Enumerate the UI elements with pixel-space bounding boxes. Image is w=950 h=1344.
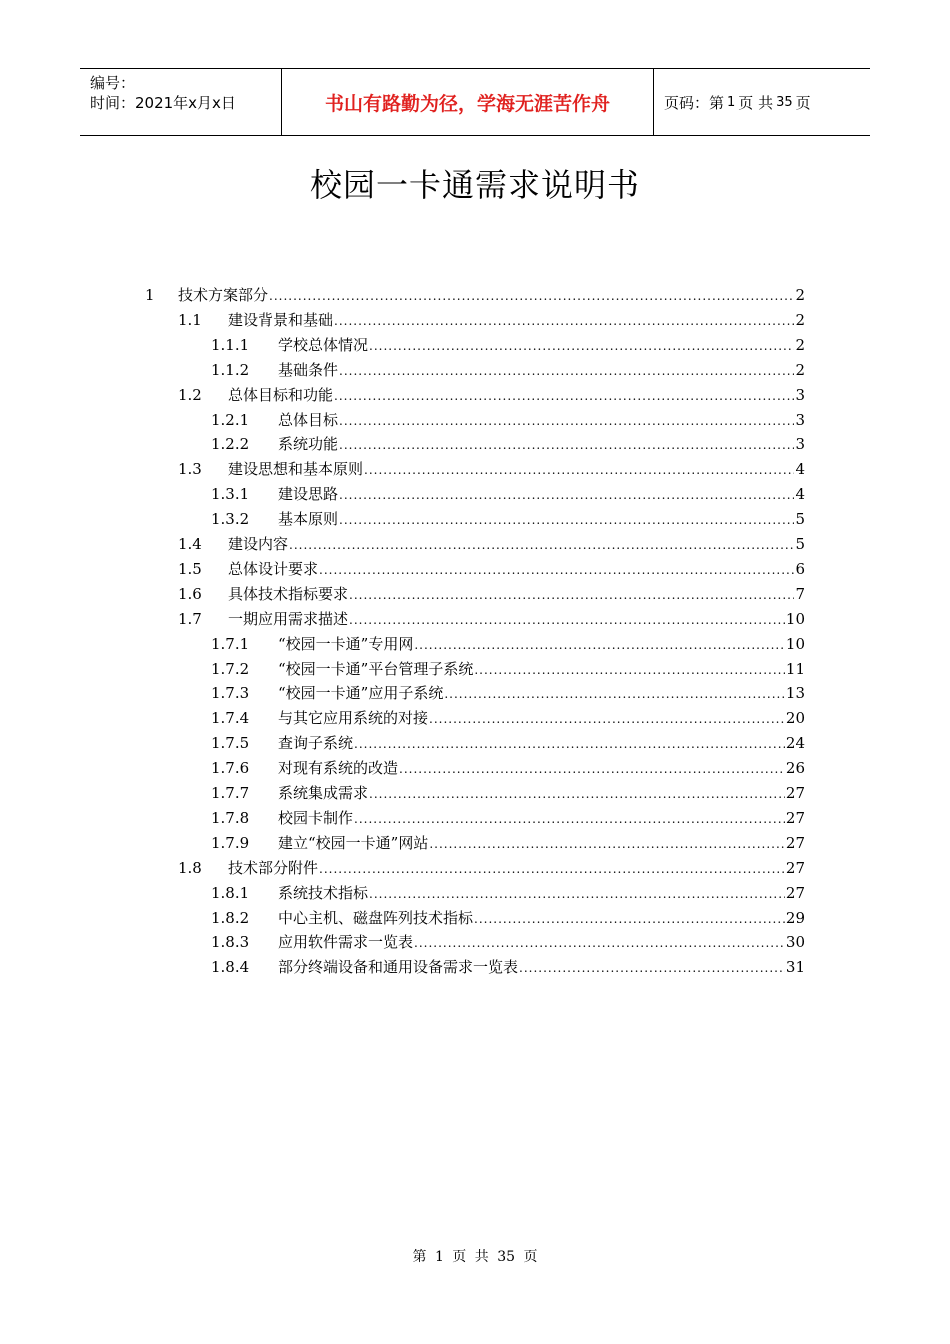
toc-leader-dots: [369, 782, 785, 806]
toc-entry[interactable]: [178, 383, 805, 407]
toc-entry[interactable]: [211, 706, 805, 730]
toc-entry-title: “校园一卡通”应用子系统: [278, 684, 444, 703]
toc-entry-page: 13: [785, 684, 805, 703]
toc-entry[interactable]: [211, 507, 805, 531]
toc-entry-number: 1.5: [178, 559, 202, 578]
toc-entry-number: 1.2: [178, 385, 202, 404]
toc-entry-title: 与其它应用系统的对接: [278, 709, 429, 728]
toc-entry-number: 1.3.2: [211, 510, 250, 529]
page-total: 35: [776, 94, 793, 110]
toc-entry-title: 建设思想和基本原则: [228, 460, 364, 479]
toc-entry[interactable]: [211, 806, 805, 830]
toc-entry[interactable]: [211, 432, 805, 456]
toc-leader-dots: [269, 284, 794, 308]
page-footer: 第 1 页 共 35 页: [412, 1249, 538, 1265]
toc-entry[interactable]: [211, 482, 805, 506]
toc-leader-dots: [339, 508, 794, 532]
toc-leader-dots: [349, 583, 794, 607]
toc-entry-title: 具体技术指标要求: [228, 584, 349, 603]
toc-entry-title: 总体目标和功能: [228, 385, 334, 404]
toc-entry-number: 1: [145, 286, 155, 304]
toc-entry[interactable]: [211, 731, 805, 755]
toc-entry-title: 建设背景和基础: [228, 310, 334, 329]
toc-entry-title: 中心主机、磁盘阵列技术指标: [278, 908, 474, 927]
toc-entry-title: 基础条件: [278, 360, 339, 379]
toc-leader-dots: [519, 956, 785, 980]
toc-entry-title: 一期应用需求描述: [228, 609, 349, 628]
toc-entry[interactable]: [211, 333, 805, 357]
toc-entry-title: 建设内容: [228, 535, 289, 553]
toc-entry-page: 2: [795, 310, 805, 329]
toc-entry-title: 建立“校园一卡通”网站: [278, 833, 429, 852]
toc-entry-number: 1.7: [178, 609, 202, 628]
toc-leader-dots: [444, 682, 785, 706]
toc-entry-title: 总体目标: [278, 410, 339, 429]
toc-entry[interactable]: [178, 856, 805, 880]
toc-entry-number: 1.1: [178, 310, 202, 329]
toc-entry-page: 3: [795, 385, 805, 404]
toc-entry-page: 27: [785, 883, 805, 902]
time-label: 时间：2021年x月x日: [90, 94, 236, 112]
toc-entry-title: 部分终端设备和通用设备需求一览表: [278, 958, 519, 977]
document-title: 校园一卡通需求说明书: [309, 166, 640, 204]
toc-entry-title: 系统技术指标: [278, 883, 369, 902]
toc-entry-page: 30: [785, 933, 805, 952]
toc-entry-title: 总体设计要求: [228, 559, 319, 578]
toc-entry-title: 学校总体情况: [278, 335, 369, 354]
toc-entry-page: 4: [795, 460, 805, 479]
toc-entry-title: 技术方案部分: [178, 286, 269, 304]
toc-entry-number: 1.7.2: [211, 659, 250, 678]
toc-leader-dots: [339, 359, 794, 383]
toc-entry-number: 1.8.4: [211, 958, 250, 977]
number-label: 编号：: [90, 74, 136, 92]
toc-entry-title: 对现有系统的改造: [278, 759, 399, 778]
toc-entry[interactable]: [211, 358, 805, 382]
toc-entry-number: 1.8: [178, 858, 202, 877]
toc-entry-number: 1.8.1: [211, 883, 250, 902]
toc-entry-page: 5: [795, 510, 805, 529]
toc-entry[interactable]: [211, 881, 805, 905]
motto-text: 书山有路勤为径，学海无涯苦作舟: [324, 92, 610, 115]
toc-entry[interactable]: [178, 457, 805, 481]
toc-leader-dots: [414, 633, 785, 657]
toc-entry[interactable]: [178, 308, 805, 332]
toc-entry-number: 1.8.2: [211, 908, 250, 927]
toc-entry-title: “校园一卡通”平台管理子系统: [278, 659, 474, 678]
toc-leader-dots: [414, 931, 785, 955]
toc-entry[interactable]: [211, 681, 805, 705]
toc-entry-number: 1.4: [178, 535, 202, 553]
toc-entry-title: 系统功能: [278, 435, 339, 454]
toc-leader-dots: [399, 757, 785, 781]
toc-leader-dots: [364, 458, 794, 482]
toc-entry[interactable]: [211, 831, 805, 855]
page-header: [80, 68, 870, 136]
toc-leader-dots: [354, 732, 785, 756]
toc-entry-number: 1.7.6: [211, 759, 250, 778]
toc-entry-page: 5: [795, 535, 805, 553]
toc-entry[interactable]: [211, 632, 805, 656]
toc-entry[interactable]: [178, 532, 805, 556]
toc-entry-page: 7: [795, 584, 805, 603]
toc-entry-number: 1.6: [178, 584, 202, 603]
toc-entry-number: 1.3.1: [211, 485, 250, 504]
toc-entry-page: 27: [785, 833, 805, 852]
toc-entry-page: 2: [795, 335, 805, 354]
toc-entry[interactable]: [211, 906, 805, 930]
toc-entry-title: 基本原则: [278, 510, 339, 529]
toc-entry-title: “校园一卡通”专用网: [278, 634, 414, 653]
toc-leader-dots: [339, 409, 794, 433]
toc-entry[interactable]: [178, 607, 805, 631]
toc-leader-dots: [319, 558, 794, 582]
toc-leader-dots: [474, 658, 785, 682]
toc-entry-page: 26: [785, 759, 805, 778]
toc-entry-page: 2: [795, 360, 805, 379]
toc-leader-dots: [369, 334, 794, 358]
toc-entry[interactable]: [178, 557, 805, 581]
toc-entry[interactable]: [211, 408, 805, 432]
toc-entry[interactable]: [211, 781, 805, 805]
toc-entry-number: 1.7.5: [211, 734, 250, 753]
toc-entry-number: 1.7.8: [211, 808, 250, 827]
toc-entry-number: 1.7.9: [211, 833, 250, 852]
toc-entry[interactable]: [178, 582, 805, 606]
toc-leader-dots: [429, 832, 785, 856]
toc-entry[interactable]: [211, 955, 805, 979]
toc-entry-page: 4: [795, 485, 805, 504]
toc-leader-dots: [319, 857, 785, 881]
toc-entry-title: 应用软件需求一览表: [278, 933, 414, 952]
toc-leader-dots: [334, 384, 794, 408]
toc-entry-number: 1.2.1: [211, 410, 250, 429]
toc-entry-title: 查询子系统: [278, 734, 354, 753]
toc-entry-title: 系统集成需求: [278, 784, 369, 802]
toc-entry-number: 1.7.7: [211, 784, 250, 802]
toc-entry-title: 技术部分附件: [228, 858, 319, 877]
toc-entry-page: 6: [795, 559, 805, 578]
toc-entry-page: 2: [795, 286, 805, 304]
toc-entry-page: 10: [785, 609, 805, 628]
toc-entry-number: 1.2.2: [211, 435, 250, 454]
toc-entry-page: 3: [795, 410, 805, 429]
page-mid: 页 共: [738, 93, 774, 112]
toc-entry-page: 27: [785, 808, 805, 827]
header-page-cell: [654, 69, 870, 135]
toc-entry-number: 1.7.3: [211, 684, 250, 703]
toc-entry[interactable]: [145, 283, 805, 307]
toc-entry-number: 1.1.1: [211, 335, 250, 354]
page-suffix: 页: [795, 93, 811, 112]
toc-entry-number: 1.7.4: [211, 709, 250, 728]
toc-entry-page: 3: [795, 435, 805, 454]
toc-entry-page: 27: [785, 858, 805, 877]
toc-leader-dots: [289, 533, 794, 557]
toc-entry-page: 11: [785, 659, 805, 678]
toc-entry-number: 1.3: [178, 460, 202, 479]
toc-entry-page: 24: [785, 734, 805, 753]
toc-leader-dots: [429, 707, 785, 731]
toc-entry-page: 29: [785, 908, 805, 927]
toc-leader-dots: [349, 608, 785, 632]
header-meta-cell: [80, 69, 282, 135]
toc-entry-page: 10: [785, 634, 805, 653]
header-motto-cell: [282, 69, 654, 135]
toc-leader-dots: [354, 807, 785, 831]
toc-leader-dots: [474, 907, 785, 931]
toc-entry[interactable]: [211, 657, 805, 681]
toc-entry[interactable]: [211, 756, 805, 780]
toc-entry-number: 1.1.2: [211, 360, 250, 379]
toc-entry-page: 20: [785, 709, 805, 728]
toc-entry-title: 建设思路: [278, 485, 339, 504]
toc-leader-dots: [369, 882, 785, 906]
toc-entry-page: 27: [785, 784, 805, 802]
toc-leader-dots: [339, 433, 794, 457]
toc-entry-number: 1.7.1: [211, 634, 250, 653]
toc-leader-dots: [334, 309, 794, 333]
toc-leader-dots: [339, 483, 794, 507]
page-prefix: 页码：第: [664, 93, 725, 112]
page-current: 1: [727, 94, 736, 110]
toc-entry-title: 校园卡制作: [278, 808, 354, 827]
toc-entry-number: 1.8.3: [211, 933, 250, 952]
toc-entry[interactable]: [211, 930, 805, 954]
toc-entry-page: 31: [785, 958, 805, 977]
